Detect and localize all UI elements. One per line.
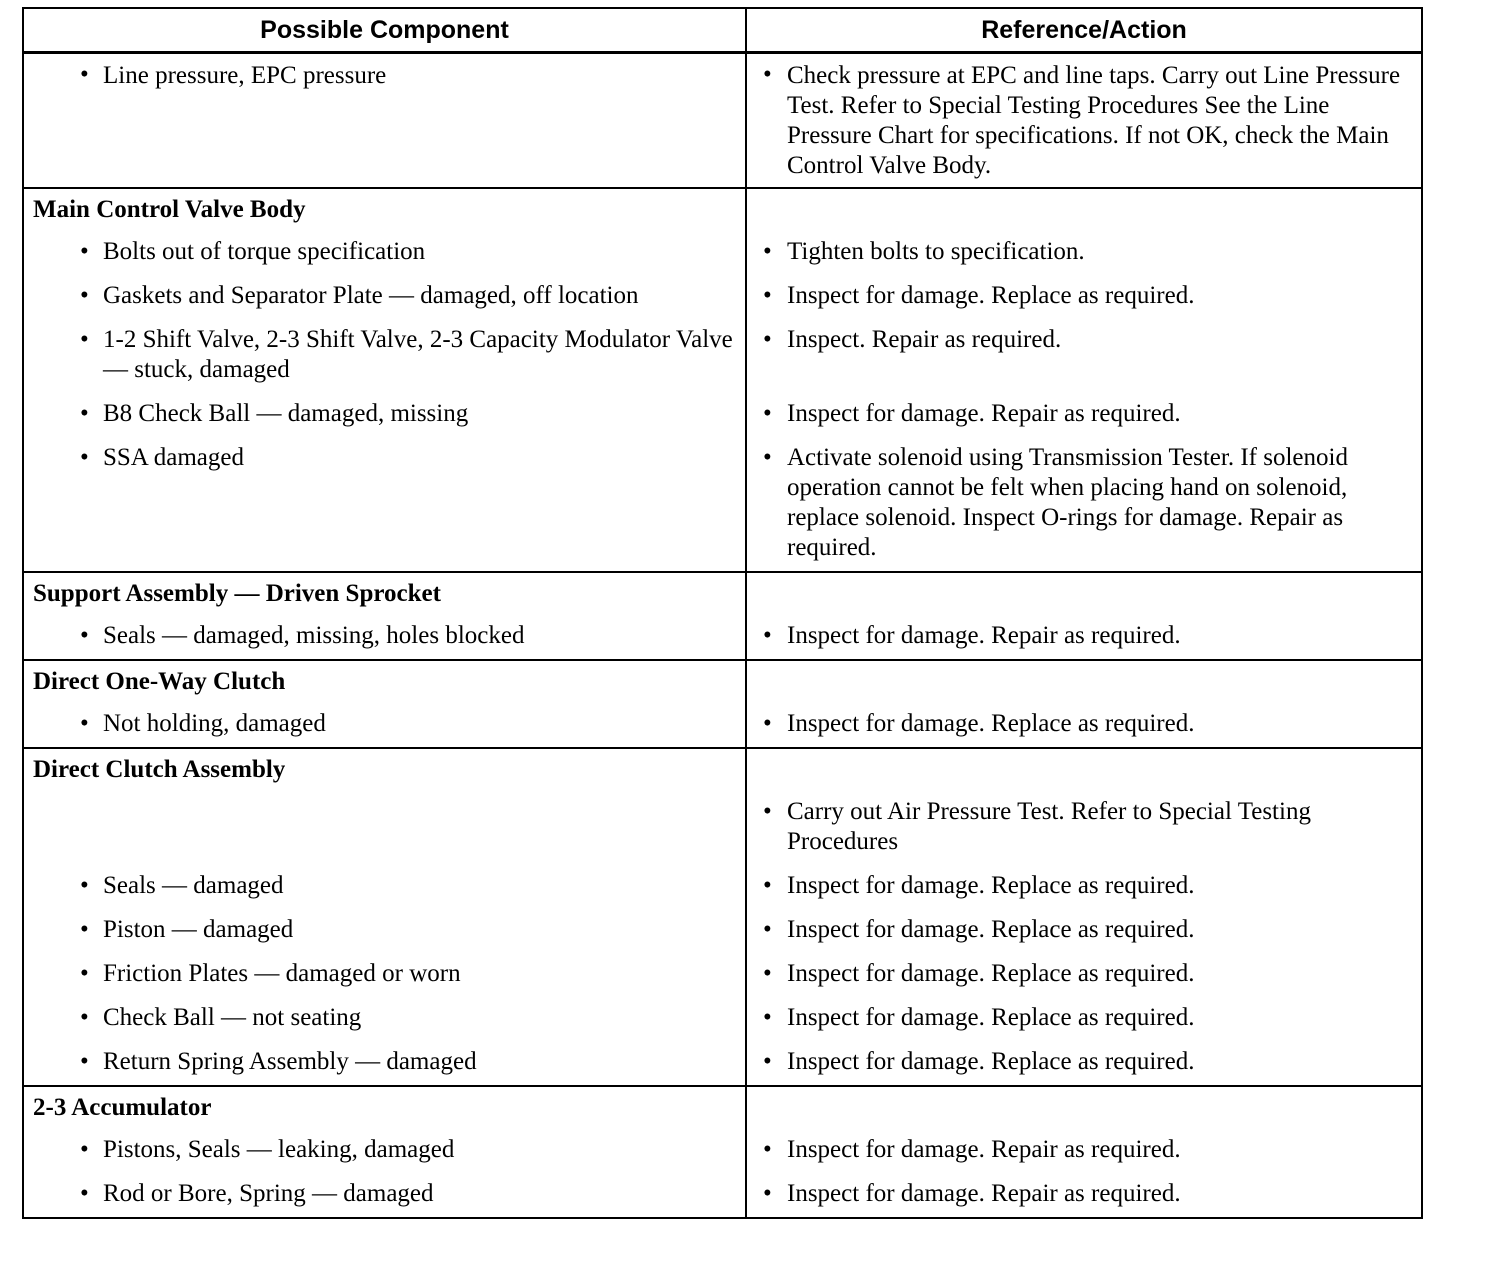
action-item (747, 865, 1421, 909)
table-row (23, 1129, 1422, 1173)
component-text: Not holding, damaged (103, 710, 326, 737)
bullet-icon: • (80, 444, 89, 471)
component-cell (23, 437, 746, 572)
component-text: 1-2 Shift Valve, 2-3 Shift Valve, 2-3 Capacity Modulator Valve — stuck, damaged (103, 326, 733, 383)
table-row (23, 53, 1422, 189)
action-item (747, 953, 1421, 997)
component-item (24, 1173, 745, 1217)
bullet-icon: • (763, 444, 772, 471)
table-row (23, 953, 1422, 997)
action-text: Inspect for damage. Replace as required. (787, 1004, 1195, 1031)
bullet-icon: • (80, 1048, 89, 1075)
table-row (23, 703, 1422, 748)
component-text: Friction Plates — damaged or worn (103, 960, 461, 987)
component-text: Seals — damaged (103, 872, 284, 899)
bullet-icon: • (80, 400, 89, 427)
component-cell (23, 231, 746, 275)
action-item (747, 437, 1421, 571)
diagnosis-table (22, 7, 1423, 1219)
table-row (23, 1041, 1422, 1086)
bullet-icon: • (763, 622, 772, 649)
component-cell (23, 1041, 746, 1086)
component-cell (23, 615, 746, 660)
bullet-icon: • (763, 960, 772, 987)
bullet-icon: • (763, 61, 772, 88)
component-item (24, 231, 745, 275)
component-text: Bolts out of torque specification (103, 238, 426, 265)
action-item (747, 231, 1421, 275)
action-cell (746, 660, 1422, 703)
table-row (23, 615, 1422, 660)
action-text: Inspect for damage. Replace as required. (787, 916, 1195, 943)
bullet-icon: • (80, 622, 89, 649)
bullet-icon: • (80, 282, 89, 309)
bullet-icon: • (763, 282, 772, 309)
component-item (24, 997, 745, 1041)
action-cell (746, 393, 1422, 437)
column-header-possible-component: Possible Component (23, 8, 746, 53)
component-item (24, 1129, 745, 1173)
section-heading: Main Control Valve Body (33, 196, 306, 223)
table-row (23, 865, 1422, 909)
action-text: Inspect for damage. Repair as required. (787, 1136, 1181, 1163)
component-cell (23, 1086, 746, 1129)
section-heading-row (23, 660, 1422, 703)
component-item (24, 275, 745, 319)
action-cell (746, 1129, 1422, 1173)
component-item (24, 953, 745, 997)
section-heading: 2-3 Accumulator (33, 1094, 212, 1121)
bullet-icon: • (80, 916, 89, 943)
action-item (747, 54, 1421, 187)
component-item (24, 1041, 745, 1085)
component-text: B8 Check Ball — damaged, missing (103, 400, 469, 427)
bullet-icon: • (763, 400, 772, 427)
component-text: Gaskets and Separator Plate — damaged, off location (103, 282, 639, 309)
action-text: Inspect for damage. Replace as required. (787, 710, 1195, 737)
bullet-icon: • (763, 1136, 772, 1163)
action-item (747, 909, 1421, 953)
table-row (23, 1173, 1422, 1218)
action-cell (746, 953, 1422, 997)
bullet-icon: • (763, 1004, 772, 1031)
action-text: Inspect for damage. Replace as required. (787, 960, 1195, 987)
component-cell (23, 865, 746, 909)
action-text: Inspect. Repair as required. (787, 326, 1062, 353)
action-text: Tighten bolts to specification. (787, 238, 1085, 265)
action-cell (746, 1041, 1422, 1086)
component-cell (23, 909, 746, 953)
bullet-icon: • (80, 960, 89, 987)
component-text: Return Spring Assembly — damaged (103, 1048, 477, 1075)
component-text: Piston — damaged (103, 916, 294, 943)
component-cell (23, 1129, 746, 1173)
component-text: Rod or Bore, Spring — damaged (103, 1180, 434, 1207)
component-item (24, 909, 745, 953)
action-text: Inspect for damage. Repair as required. (787, 1180, 1181, 1207)
component-cell (23, 275, 746, 319)
bullet-icon: • (80, 1004, 89, 1031)
action-text: Inspect for damage. Repair as required. (787, 622, 1181, 649)
action-cell (746, 1086, 1422, 1129)
bullet-icon: • (763, 872, 772, 899)
bullet-icon: • (80, 1136, 89, 1163)
bullet-icon: • (80, 1180, 89, 1207)
component-item (24, 703, 745, 747)
action-text: Inspect for damage. Replace as required. (787, 282, 1195, 309)
action-cell (746, 748, 1422, 791)
component-item (24, 319, 745, 393)
component-text: Check Ball — not seating (103, 1004, 362, 1031)
action-cell (746, 53, 1422, 189)
section-heading-row (23, 572, 1422, 615)
action-cell (746, 1173, 1422, 1218)
action-text: Carry out Air Pressure Test. Refer to Special Testing Procedures (787, 798, 1311, 855)
table-row (23, 909, 1422, 953)
action-item (747, 791, 1421, 865)
component-item (24, 393, 745, 437)
action-item (747, 1129, 1421, 1173)
component-item (24, 437, 745, 481)
column-header-reference-action: Reference/Action (746, 8, 1422, 53)
component-cell (23, 703, 746, 748)
table-row (23, 437, 1422, 572)
table-row (23, 393, 1422, 437)
action-text: Inspect for damage. Replace as required. (787, 872, 1195, 899)
bullet-icon: • (763, 916, 772, 943)
action-cell (746, 703, 1422, 748)
component-cell (23, 319, 746, 393)
bullet-icon: • (80, 326, 89, 353)
action-cell (746, 615, 1422, 660)
action-text: Check pressure at EPC and line taps. Carry out Line Pressure Test. Refer to Special Testing Procedures See the Line Pressure Chart for specifications. If not OK, check the Main Control Valve Body. (787, 62, 1401, 179)
action-item (747, 703, 1421, 747)
component-text: Line pressure, EPC pressure (103, 62, 387, 89)
bullet-icon: • (80, 61, 89, 88)
action-item (747, 393, 1421, 437)
component-cell (23, 188, 746, 231)
bullet-icon: • (763, 238, 772, 265)
section-heading-row (23, 1086, 1422, 1129)
table-row (23, 319, 1422, 393)
bullet-icon: • (763, 1180, 772, 1207)
action-cell (746, 865, 1422, 909)
bullet-icon: • (763, 798, 772, 825)
action-item (747, 275, 1421, 319)
section-heading: Support Assembly — Driven Sprocket (33, 580, 441, 607)
bullet-icon: • (763, 326, 772, 353)
component-text: SSA damaged (103, 444, 244, 471)
component-cell (23, 393, 746, 437)
section-heading: Direct One-Way Clutch (33, 668, 286, 695)
action-cell (746, 319, 1422, 393)
action-cell (746, 275, 1422, 319)
component-text: Pistons, Seals — leaking, damaged (103, 1136, 455, 1163)
bullet-icon: • (763, 710, 772, 737)
action-cell (746, 997, 1422, 1041)
section-heading-row (23, 188, 1422, 231)
component-item (24, 54, 745, 97)
table-row (23, 791, 1422, 865)
action-item (747, 997, 1421, 1041)
section-heading: Direct Clutch Assembly (33, 756, 286, 783)
action-text: Inspect for damage. Replace as required. (787, 1048, 1195, 1075)
component-cell (23, 953, 746, 997)
action-cell (746, 437, 1422, 572)
bullet-icon: • (80, 710, 89, 737)
section-heading-row (23, 748, 1422, 791)
table-body (23, 53, 1422, 1219)
action-cell (746, 572, 1422, 615)
table-row (23, 997, 1422, 1041)
action-cell (746, 791, 1422, 865)
component-cell (23, 1173, 746, 1218)
table-row (23, 275, 1422, 319)
action-text: Activate solenoid using Transmission Tester. If solenoid operation cannot be felt when placing hand on solenoid, replace solenoid. Inspect O-rings for damage. Repair as required. (787, 444, 1348, 561)
component-cell (23, 660, 746, 703)
action-text: Inspect for damage. Repair as required. (787, 400, 1181, 427)
component-cell (23, 791, 746, 865)
bullet-icon: • (80, 872, 89, 899)
component-cell (23, 748, 746, 791)
component-item (24, 615, 745, 659)
action-item (747, 319, 1421, 363)
action-cell (746, 188, 1422, 231)
component-cell (23, 572, 746, 615)
component-cell (23, 997, 746, 1041)
bullet-icon: • (763, 1048, 772, 1075)
component-text: Seals — damaged, missing, holes blocked (103, 622, 525, 649)
action-cell (746, 231, 1422, 275)
action-cell (746, 909, 1422, 953)
component-cell (23, 53, 746, 189)
table-header-row (23, 8, 1422, 53)
table-row (23, 231, 1422, 275)
bullet-icon: • (80, 238, 89, 265)
action-item (747, 1173, 1421, 1217)
action-item (747, 1041, 1421, 1085)
action-item (747, 615, 1421, 659)
component-item (24, 865, 745, 909)
